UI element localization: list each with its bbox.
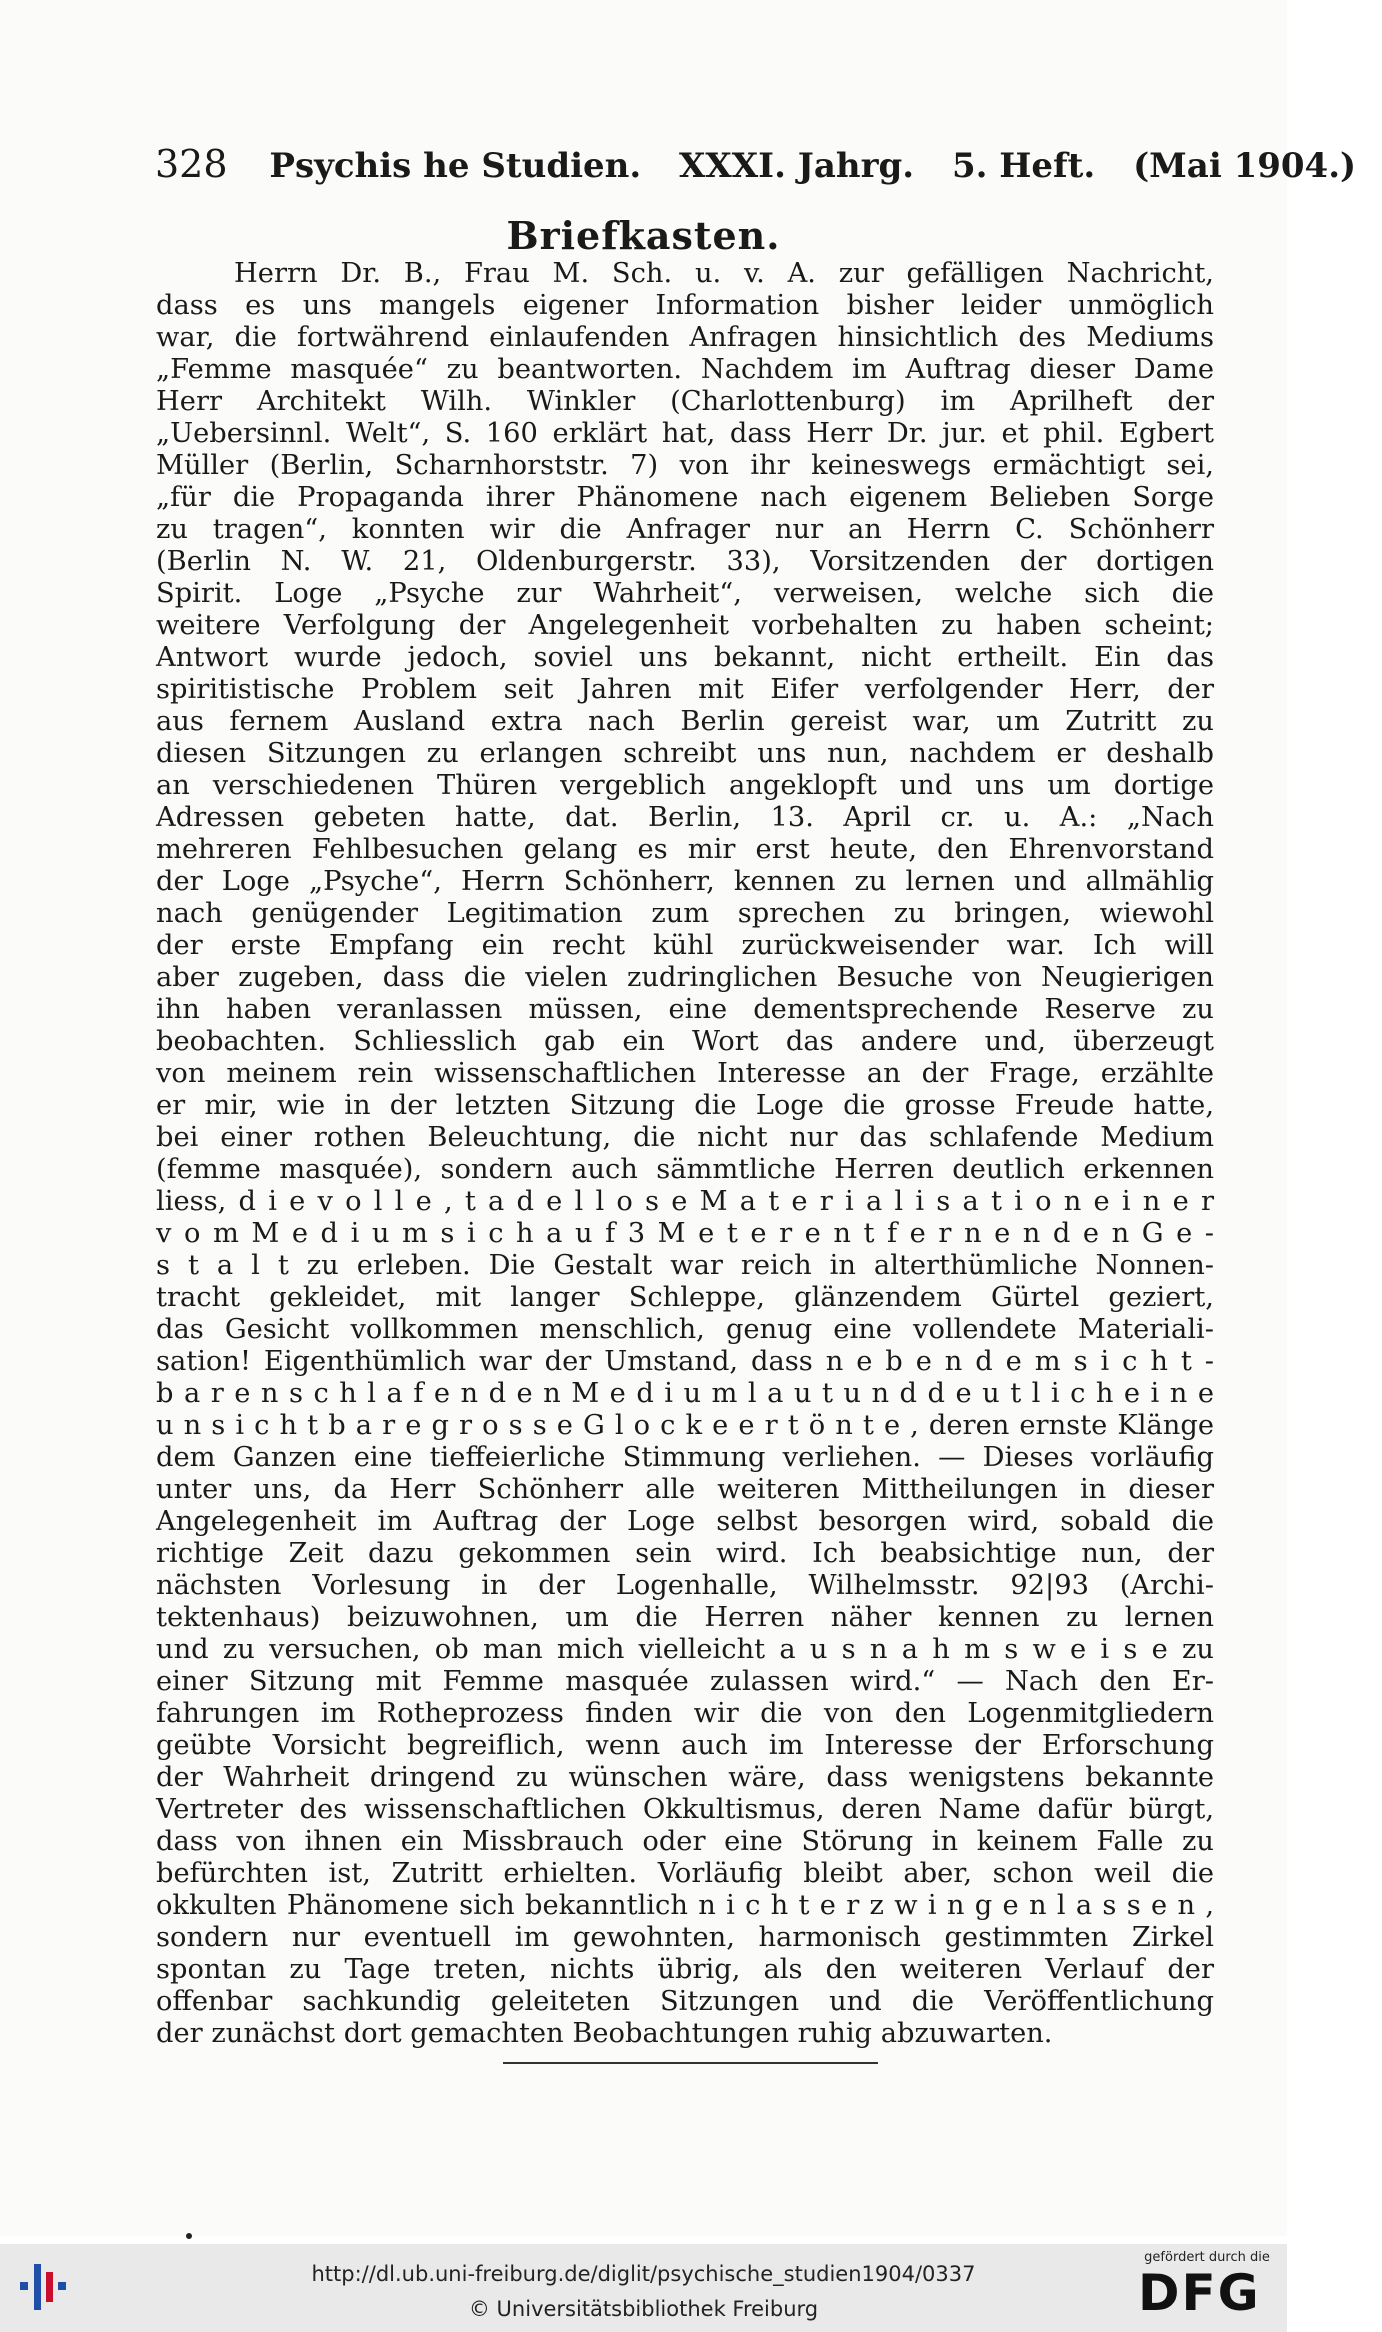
text-line: sation! Eigenthümlich war der Umstand, dass n e b e n d e m s i c h t - bbox=[156, 1346, 1214, 1377]
footer-bar bbox=[0, 2244, 1287, 2332]
ub-freiburg-logo-icon bbox=[12, 2252, 82, 2322]
text-line: Müller (Berlin, Scharnhorststr. 7) von ihr keineswegs ermächtigt sei, bbox=[156, 450, 1214, 481]
issue-date: (Mai 1904.) bbox=[1133, 146, 1357, 186]
text-line: Spirit. Loge „Psyche zur Wahrheit“, verweisen, welche sich die bbox=[156, 578, 1214, 609]
text-line: aus fernem Ausland extra nach Berlin gereist war, um Zutritt zu bbox=[156, 706, 1214, 737]
article-body bbox=[156, 258, 1214, 2050]
text-line: „Femme masquée“ zu beantworten. Nachdem im Auftrag dieser Dame bbox=[156, 354, 1214, 385]
text-line: Antwort wurde jedoch, soviel uns bekannt, nicht ertheilt. Ein das bbox=[156, 642, 1214, 673]
text-line: spontan zu Tage treten, nichts übrig, als den weiteren Verlauf der bbox=[156, 1954, 1214, 1985]
text-line: war, die fortwährend einlaufenden Anfragen hinsichtlich des Mediums bbox=[156, 322, 1214, 353]
text-line: bei einer rothen Beleuchtung, die nicht nur das schlafende Medium bbox=[156, 1122, 1214, 1153]
text-line: geübte Vorsicht begreiflich, wenn auch im Interesse der Erforschung bbox=[156, 1730, 1214, 1761]
text-line: v o m M e d i u m s i c h a u f 3 M e t e r e n t f e r n e n d e n G e - bbox=[156, 1218, 1214, 1249]
text-line: s t a l t zu erleben. Die Gestalt war reich in alterthümliche Nonnen- bbox=[156, 1250, 1214, 1281]
text-line: mehreren Fehlbesuchen gelang es mir erst heute, den Ehrenvorstand bbox=[156, 834, 1214, 865]
text-line: (femme masquée), sondern auch sämmtliche Herren deutlich erkennen bbox=[156, 1154, 1214, 1185]
text-line: beobachten. Schliesslich gab ein Wort das andere und, überzeugt bbox=[156, 1026, 1214, 1057]
text-line: „für die Propaganda ihrer Phänomene nach eigenem Belieben Sorge bbox=[156, 482, 1214, 513]
text-line: der zunächst dort gemachten Beobachtungen ruhig abzuwarten. bbox=[156, 2018, 1053, 2049]
text-line: Angelegenheit im Auftrag der Loge selbst besorgen wird, sobald die bbox=[156, 1506, 1214, 1537]
funder-logo-text: DFG bbox=[1138, 2264, 1261, 2322]
text-line: tracht gekleidet, mit langer Schleppe, glänzendem Gürtel geziert, bbox=[156, 1282, 1214, 1313]
funder-note: gefördert durch die bbox=[1144, 2250, 1270, 2265]
text-line: b a r e n s c h l a f e n d e n M e d i u m l a u t u n d d e u t l i c h e i n e bbox=[156, 1378, 1214, 1409]
volume: XXXI. Jahrg. bbox=[679, 146, 915, 186]
text-line: unter uns, da Herr Schönherr alle weiteren Mittheilungen in dieser bbox=[156, 1474, 1214, 1505]
issue: 5. Heft. bbox=[951, 146, 1096, 186]
text-line: der Wahrheit dringend zu wünschen wäre, dass wenigstens bekannte bbox=[156, 1762, 1214, 1793]
text-line: u n s i c h t b a r e g r o s s e G l o c k e e r t ö n t e , deren ernste Klänge bbox=[156, 1410, 1214, 1441]
text-line: Herr Architekt Wilh. Winkler (Charlottenburg) im Aprilheft der bbox=[156, 386, 1214, 417]
text-line: offenbar sachkundig geleiteten Sitzungen und die Veröffentlichung bbox=[156, 1986, 1214, 2017]
text-line: befürchten ist, Zutritt erhielten. Vorläufig bleibt aber, schon weil die bbox=[156, 1858, 1214, 1889]
source-url[interactable]: http://dl.ub.uni-freiburg.de/diglit/psychische_studien1904/0337 bbox=[311, 2262, 976, 2286]
text-line: an verschiedenen Thüren vergeblich angeklopft und uns um dortige bbox=[156, 770, 1214, 801]
text-line: nach genügender Legitimation zum sprechen zu bringen, wiewohl bbox=[156, 898, 1214, 929]
journal-name: Psychis he Studien. bbox=[269, 146, 642, 186]
text-line: von meinem rein wissenschaftlichen Interesse an der Frage, erzählte bbox=[156, 1058, 1214, 1089]
text-line: dass es uns mangels eigener Information bisher leider unmöglich bbox=[156, 290, 1214, 321]
text-line: liess, d i e v o l l e , t a d e l l o s e M a t e r i a l i s a t i o n e i n e r bbox=[156, 1186, 1214, 1217]
dfg-logo bbox=[1132, 2248, 1282, 2328]
text-line: (Berlin N. W. 21, Oldenburgerstr. 33), Vorsitzenden der dortigen bbox=[156, 546, 1214, 577]
text-line: weitere Verfolgung der Angelegenheit vorbehalten zu haben scheint; bbox=[156, 610, 1214, 641]
text-line: dem Ganzen eine tieffeierliche Stimmung verliehen. — Dieses vorläufig bbox=[156, 1442, 1214, 1473]
section-title: Briefkasten. bbox=[506, 213, 781, 258]
page-number: 328 bbox=[155, 142, 228, 186]
text-line: einer Sitzung mit Femme masquée zulassen wird.“ — Nach den Er- bbox=[156, 1666, 1214, 1697]
stray-dot bbox=[186, 2233, 192, 2239]
text-line: der erste Empfang ein recht kühl zurückweisender war. Ich will bbox=[156, 930, 1214, 961]
text-line: und zu versuchen, ob man mich vielleicht a u s n a h m s w e i s e zu bbox=[156, 1634, 1214, 1665]
text-line: Adressen gebeten hatte, dat. Berlin, 13. April cr. u. A.: „Nach bbox=[156, 802, 1214, 833]
text-line: fahrungen im Rotheprozess finden wir die von den Logenmitgliedern bbox=[156, 1698, 1214, 1729]
text-line: Herrn Dr. B., Frau M. Sch. u. v. A. zur gefälligen Nachricht, bbox=[234, 258, 1214, 289]
text-line: richtige Zeit dazu gekommen sein wird. Ich beabsichtige nun, der bbox=[156, 1538, 1214, 1569]
running-header bbox=[155, 142, 1357, 186]
text-line: ihn haben veranlassen müssen, eine dementsprechende Reserve zu bbox=[156, 994, 1214, 1025]
end-rule bbox=[503, 2062, 878, 2064]
text-line: okkulten Phänomene sich bekanntlich n i c h t e r z w i n g e n l a s s e n , bbox=[156, 1890, 1214, 1921]
text-line: diesen Sitzungen zu erlangen schreibt uns nun, nachdem er deshalb bbox=[156, 738, 1214, 769]
text-line: er mir, wie in der letzten Sitzung die Loge die grosse Freude hatte, bbox=[156, 1090, 1214, 1121]
text-line: nächsten Vorlesung in der Logenhalle, Wilhelmsstr. 92|93 (Archi- bbox=[156, 1570, 1214, 1601]
text-line: Vertreter des wissenschaftlichen Okkultismus, deren Name dafür bürgt, bbox=[156, 1794, 1214, 1825]
copyright-note: © Universitätsbibliothek Freiburg bbox=[468, 2297, 819, 2321]
text-line: „Uebersinnl. Welt“, S. 160 erklärt hat, dass Herr Dr. jur. et phil. Egbert bbox=[156, 418, 1214, 449]
text-line: tektenhaus) beizuwohnen, um die Herren näher kennen zu lernen bbox=[156, 1602, 1214, 1633]
text-line: sondern nur eventuell im gewohnten, harmonisch gestimmten Zirkel bbox=[156, 1922, 1214, 1953]
text-line: der Loge „Psyche“, Herrn Schönherr, kennen zu lernen und allmählig bbox=[156, 866, 1214, 897]
text-line: zu tragen“, konnten wir die Anfrager nur an Herrn C. Schönherr bbox=[156, 514, 1214, 545]
text-line: dass von ihnen ein Missbrauch oder eine Störung in keinem Falle zu bbox=[156, 1826, 1214, 1857]
text-line: aber zugeben, dass die vielen zudringlichen Besuche von Neugierigen bbox=[156, 962, 1214, 993]
text-line: spiritistische Problem seit Jahren mit Eifer verfolgender Herr, der bbox=[156, 674, 1214, 705]
text-line: das Gesicht vollkommen menschlich, genug eine vollendete Materiali- bbox=[156, 1314, 1214, 1345]
